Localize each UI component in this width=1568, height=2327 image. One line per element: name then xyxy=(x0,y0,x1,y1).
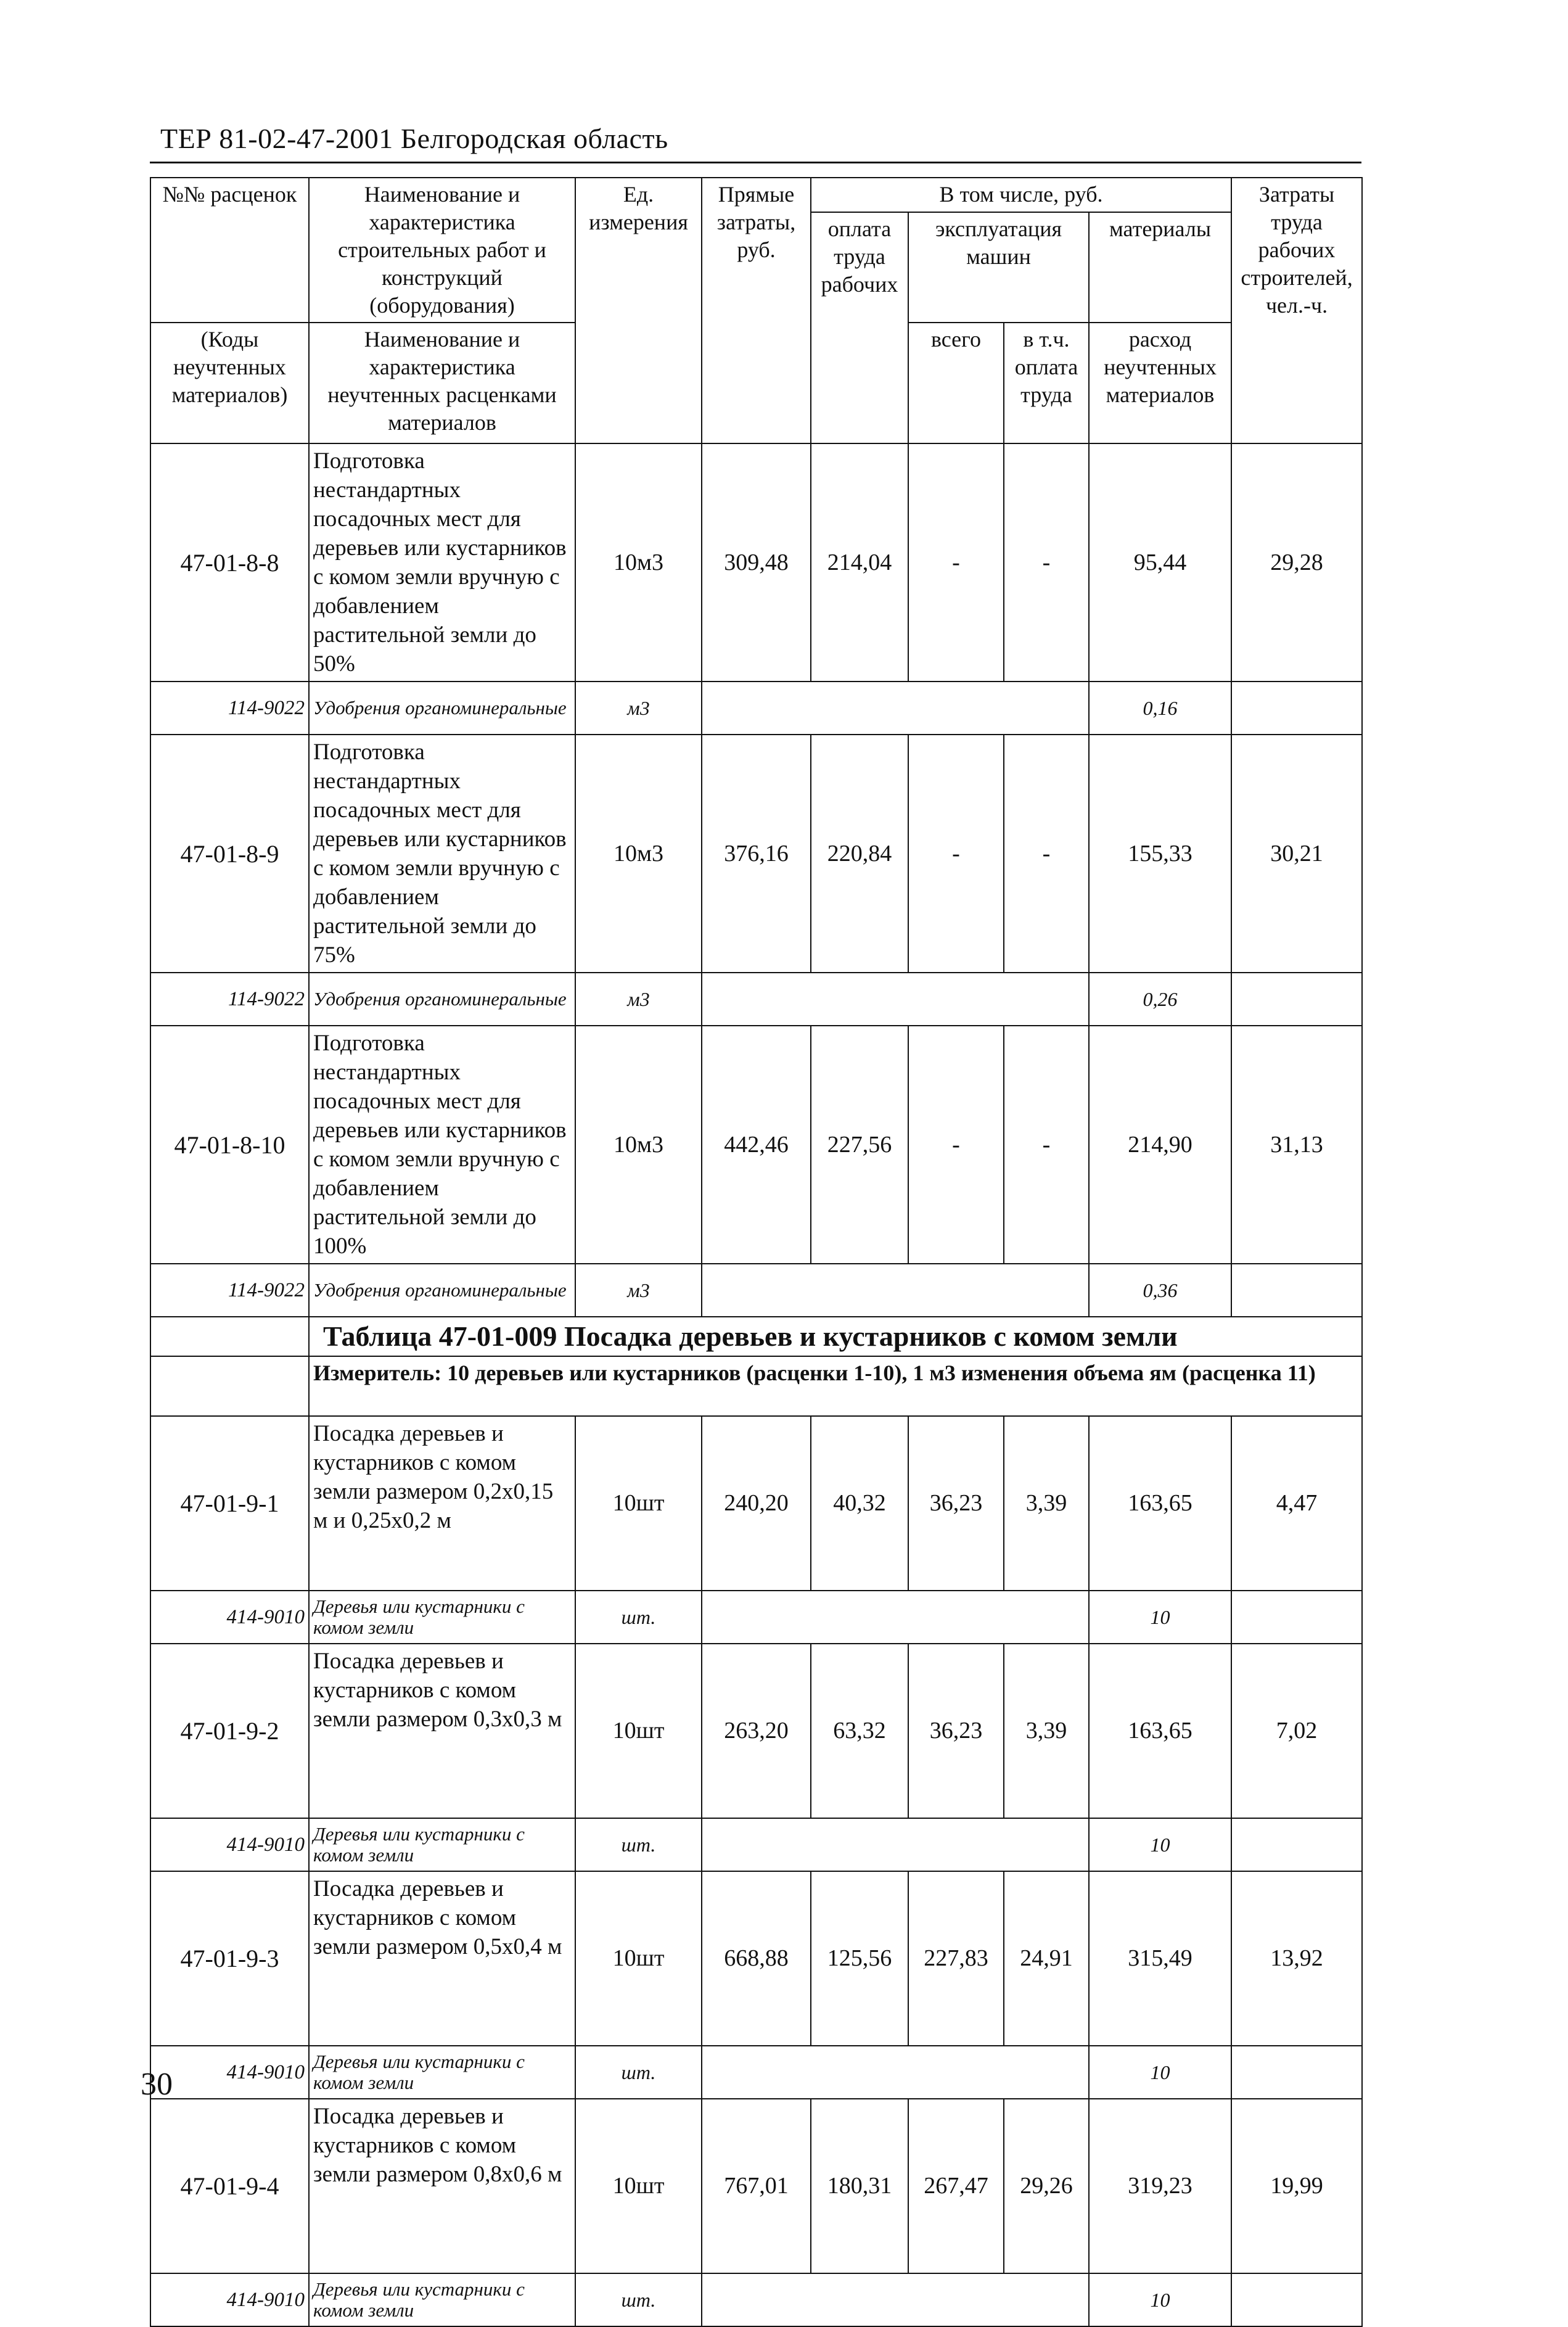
col-name-subheader: Наименование и характеристика неучтенных расценками материалов xyxy=(309,323,575,443)
material-qty: 10 xyxy=(1089,2273,1231,2326)
rate-mach-total: 36,23 xyxy=(908,1644,1004,1818)
rate-materials: 214,90 xyxy=(1089,1026,1231,1264)
material-empty-labor xyxy=(1231,682,1362,735)
rate-unit: 10м3 xyxy=(575,443,702,682)
rate-code: 47-01-9-2 xyxy=(150,1644,309,1818)
material-name: Удобрения органоминеральные xyxy=(309,1264,575,1317)
table-measure-row xyxy=(150,1356,1362,1416)
material-code: 114-9022 xyxy=(150,682,309,735)
material-code: 414-9010 xyxy=(150,2046,309,2099)
rate-materials: 163,65 xyxy=(1089,1416,1231,1591)
rate-unit: 10шт xyxy=(575,1871,702,2046)
col-mach-total-header: всего xyxy=(908,323,1004,443)
table-row xyxy=(150,1026,1362,1264)
rate-mach-pay: 3,39 xyxy=(1004,1416,1089,1591)
rate-mach-total: 267,47 xyxy=(908,2099,1004,2273)
material-unit: м3 xyxy=(575,682,702,735)
rate-direct: 309,48 xyxy=(702,443,811,682)
material-empty-labor xyxy=(1231,2273,1362,2326)
material-qty: 10 xyxy=(1089,1591,1231,1644)
rate-direct: 263,20 xyxy=(702,1644,811,1818)
col-incl-header: В том числе, руб. xyxy=(811,178,1231,212)
rate-code: 47-01-8-10 xyxy=(150,1026,309,1264)
material-row xyxy=(150,2273,1362,2326)
rate-direct: 376,16 xyxy=(702,735,811,973)
material-unit: м3 xyxy=(575,973,702,1026)
col-labor-cost-header: Затраты труда рабочих строителей, чел.-ч. xyxy=(1231,178,1362,443)
rate-labor-pay: 180,31 xyxy=(811,2099,908,2273)
col-code-header: №№ расценок xyxy=(150,178,309,323)
material-qty: 0,36 xyxy=(1089,1264,1231,1317)
page-header: ТЕР 81-02-47-2001 Белгородская область xyxy=(160,123,668,154)
material-row xyxy=(150,973,1362,1026)
material-empty-labor xyxy=(1231,973,1362,1026)
col-mach-pay-header: в т.ч. оплата труда xyxy=(1004,323,1089,443)
table-row xyxy=(150,1644,1362,1818)
rate-labor-pay: 63,32 xyxy=(811,1644,908,1818)
table-title-empty xyxy=(150,1317,309,1356)
rate-labor-pay: 40,32 xyxy=(811,1416,908,1591)
rate-mach-total: - xyxy=(908,735,1004,973)
rate-mach-pay: 3,39 xyxy=(1004,1644,1089,1818)
rate-code: 47-01-9-3 xyxy=(150,1871,309,2046)
rate-mach-pay: - xyxy=(1004,443,1089,682)
col-direct-header: Прямые затраты, руб. xyxy=(702,178,811,443)
table-row xyxy=(150,1416,1362,1591)
rate-unit: 10шт xyxy=(575,1644,702,1818)
rate-mach-pay: - xyxy=(1004,735,1089,973)
material-unit: м3 xyxy=(575,1264,702,1317)
rate-name: Подготовка нестандартных посадочных мест для деревьев или кустарников с комом земли вручную с добавлением растительной земли до 50% xyxy=(309,443,575,682)
material-unit: шт. xyxy=(575,2046,702,2099)
rate-labor: 31,13 xyxy=(1231,1026,1362,1264)
rate-labor: 19,99 xyxy=(1231,2099,1362,2273)
rate-mach-total: 227,83 xyxy=(908,1871,1004,2046)
rate-mach-pay: - xyxy=(1004,1026,1089,1264)
rate-direct: 767,01 xyxy=(702,2099,811,2273)
material-qty: 0,26 xyxy=(1089,973,1231,1026)
material-code: 114-9022 xyxy=(150,973,309,1026)
material-code: 414-9010 xyxy=(150,1591,309,1644)
rate-labor-pay: 227,56 xyxy=(811,1026,908,1264)
rate-materials: 95,44 xyxy=(1089,443,1231,682)
rates-table xyxy=(150,177,1363,2327)
rate-name: Посадка деревьев и кустарников с комом земли размером 0,2х0,15 м и 0,25х0,2 м xyxy=(309,1416,575,1591)
rate-labor: 4,47 xyxy=(1231,1416,1362,1591)
material-name: Деревья или кустарники с комом земли xyxy=(309,1591,575,1644)
material-empty-labor xyxy=(1231,1264,1362,1317)
rate-mach-total: - xyxy=(908,443,1004,682)
material-row xyxy=(150,1591,1362,1644)
material-name: Удобрения органоминеральные xyxy=(309,973,575,1026)
table-row xyxy=(150,1871,1362,2046)
rate-code: 47-01-9-1 xyxy=(150,1416,309,1591)
table-title-row xyxy=(150,1317,1362,1356)
rate-labor: 13,92 xyxy=(1231,1871,1362,2046)
col-name-header: Наименование и характеристика строительных работ и конструкций (оборудования) xyxy=(309,178,575,323)
rate-mach-pay: 29,26 xyxy=(1004,2099,1089,2273)
material-name: Деревья или кустарники с комом земли xyxy=(309,1818,575,1871)
rate-name: Посадка деревьев и кустарников с комом земли размером 0,8х0,6 м xyxy=(309,2099,575,2273)
rate-mach-total: - xyxy=(908,1026,1004,1264)
rate-code: 47-01-9-4 xyxy=(150,2099,309,2273)
rate-name: Посадка деревьев и кустарников с комом земли размером 0,3х0,3 м xyxy=(309,1644,575,1818)
material-qty: 10 xyxy=(1089,2046,1231,2099)
table-title: Таблица 47-01-009 Посадка деревьев и кустарников с комом земли xyxy=(309,1317,1362,1356)
page-number: 30 xyxy=(141,2067,173,2102)
material-empty-labor xyxy=(1231,1591,1362,1644)
rate-name: Посадка деревьев и кустарников с комом земли размером 0,5х0,4 м xyxy=(309,1871,575,2046)
col-unit-header: Ед. измерения xyxy=(575,178,702,443)
rate-direct: 240,20 xyxy=(702,1416,811,1591)
col-machines-header: эксплуатация машин xyxy=(908,212,1089,323)
rate-mach-pay: 24,91 xyxy=(1004,1871,1089,2046)
rate-code: 47-01-8-8 xyxy=(150,443,309,682)
rate-materials: 315,49 xyxy=(1089,1871,1231,2046)
material-empty xyxy=(702,1591,1089,1644)
rate-labor: 7,02 xyxy=(1231,1644,1362,1818)
rate-code: 47-01-8-9 xyxy=(150,735,309,973)
rate-labor: 30,21 xyxy=(1231,735,1362,973)
material-name: Деревья или кустарники с комом земли xyxy=(309,2273,575,2326)
rate-name: Подготовка нестандартных посадочных мест для деревьев или кустарников с комом земли вручную с добавлением растительной земли до 75% xyxy=(309,735,575,973)
material-empty xyxy=(702,682,1089,735)
material-name: Деревья или кустарники с комом земли xyxy=(309,2046,575,2099)
col-mat-sub-header: расход неучтенных материалов xyxy=(1089,323,1231,443)
material-empty xyxy=(702,2273,1089,2326)
rate-name: Подготовка нестандартных посадочных мест для деревьев или кустарников с комом земли вручную с добавлением растительной земли до 100% xyxy=(309,1026,575,1264)
rate-labor-pay: 220,84 xyxy=(811,735,908,973)
material-empty xyxy=(702,2046,1089,2099)
table-row xyxy=(150,735,1362,973)
rate-unit: 10м3 xyxy=(575,735,702,973)
material-qty: 10 xyxy=(1089,1818,1231,1871)
material-qty: 0,16 xyxy=(1089,682,1231,735)
rate-labor: 29,28 xyxy=(1231,443,1362,682)
material-empty xyxy=(702,1818,1089,1871)
material-unit: шт. xyxy=(575,1818,702,1871)
rate-labor-pay: 125,56 xyxy=(811,1871,908,2046)
col-labor-pay-header: оплата труда рабочих xyxy=(811,212,908,443)
rate-materials: 155,33 xyxy=(1089,735,1231,973)
material-code: 414-9010 xyxy=(150,2273,309,2326)
table-row xyxy=(150,443,1362,682)
table-measure: Измеритель: 10 деревьев или кустарников (расценки 1-10), 1 м3 изменения объема ям (расценка 11) xyxy=(309,1356,1362,1416)
material-row xyxy=(150,1264,1362,1317)
rate-direct: 442,46 xyxy=(702,1026,811,1264)
table-measure-empty xyxy=(150,1356,309,1416)
material-empty-labor xyxy=(1231,2046,1362,2099)
rate-unit: 10шт xyxy=(575,1416,702,1591)
rate-labor-pay: 214,04 xyxy=(811,443,908,682)
table-row xyxy=(150,2099,1362,2273)
material-empty xyxy=(702,1264,1089,1317)
rate-materials: 163,65 xyxy=(1089,1644,1231,1818)
rate-mach-total: 36,23 xyxy=(908,1416,1004,1591)
header-rule xyxy=(150,162,1361,163)
material-code: 114-9022 xyxy=(150,1264,309,1317)
material-empty xyxy=(702,973,1089,1026)
material-row xyxy=(150,2046,1362,2099)
col-code-subheader: (Коды неучтенных материалов) xyxy=(150,323,309,443)
material-unit: шт. xyxy=(575,1591,702,1644)
material-unit: шт. xyxy=(575,2273,702,2326)
rate-unit: 10шт xyxy=(575,2099,702,2273)
material-empty-labor xyxy=(1231,1818,1362,1871)
rate-direct: 668,88 xyxy=(702,1871,811,2046)
material-name: Удобрения органоминеральные xyxy=(309,682,575,735)
material-row xyxy=(150,682,1362,735)
col-materials-header: материалы xyxy=(1089,212,1231,323)
material-row xyxy=(150,1818,1362,1871)
rate-unit: 10м3 xyxy=(575,1026,702,1264)
rate-materials: 319,23 xyxy=(1089,2099,1231,2273)
material-code: 414-9010 xyxy=(150,1818,309,1871)
